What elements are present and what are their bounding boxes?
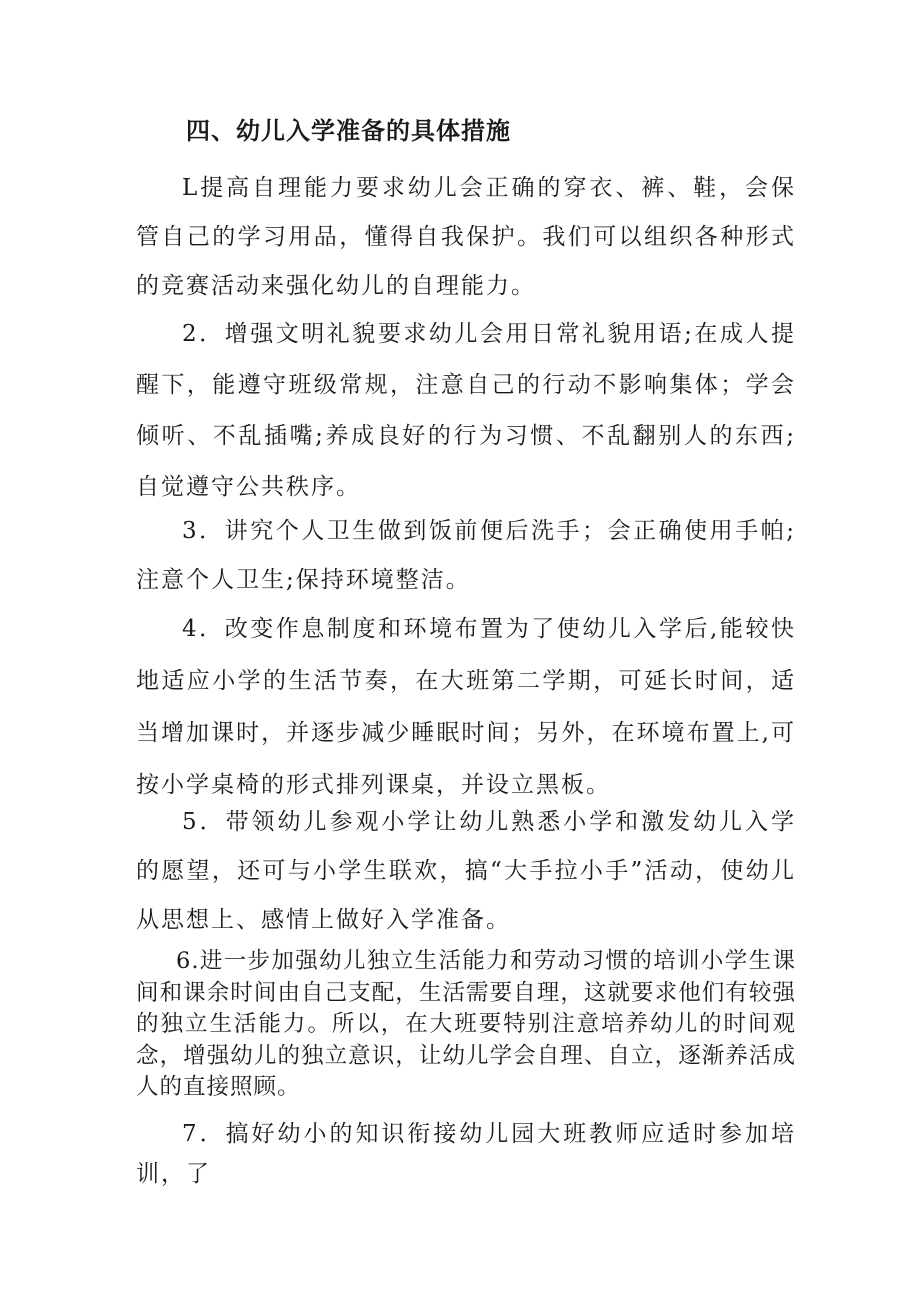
paragraph-2: 2．增强文明礼貌要求幼儿会用日常礼貌用语;在成人提醒下，能遵守班级常规，注意自己的行动不影响集体；学会倾听、不乱插嘴;养成良好的行为习惯、不乱翻别人的东西;自觉遵守公共秩序。: [136, 321, 796, 500]
paragraph-3: 3．讲究个人卫生做到饭前便后洗手；会正确使用手帕;注意个人卫生;保持环境整洁。: [136, 518, 796, 593]
paragraph-6: 6.进一步加强幼儿独立生活能力和劳动习惯的培训小学生课间和课余时间由自己支配，生活需要自理，这就要求他们有较强的独立生活能力。所以，在大班要特别注意培养幼儿的时间观念，增强幼儿的独立意识，让幼儿学会自理、自立，逐渐养活成人的直接照顾。: [136, 948, 796, 1100]
paragraph-7: 7．搞好幼小的知识衔接幼儿园大班教师应适时参加培训，了: [136, 1121, 796, 1187]
section-heading: 四、幼儿入学准备的具体措施: [186, 117, 511, 145]
paragraph-1: L提高自理能力要求幼儿会正确的穿衣、裤、鞋，会保管自己的学习用品，懂得自我保护。我们可以组织各种形式的竞赛活动来强化幼儿的自理能力。: [136, 175, 796, 299]
paragraph-4: 4．改变作息制度和环境布置为了使幼儿入学后,能较快地适应小学的生活节奏，在大班第二学期，可延长时间，适当增加课时，并逐步减少睡眠时间；另外，在环境布置上,可按小学桌椅的形式排列课桌，并设立黑板。: [136, 616, 796, 798]
paragraph-5: 5．带领幼儿参观小学让幼儿熟悉小学和激发幼儿入学的愿望，还可与小学生联欢，搞“大手拉小手”活动，使幼儿从思想上、感情上做好入学准备。: [136, 809, 796, 933]
